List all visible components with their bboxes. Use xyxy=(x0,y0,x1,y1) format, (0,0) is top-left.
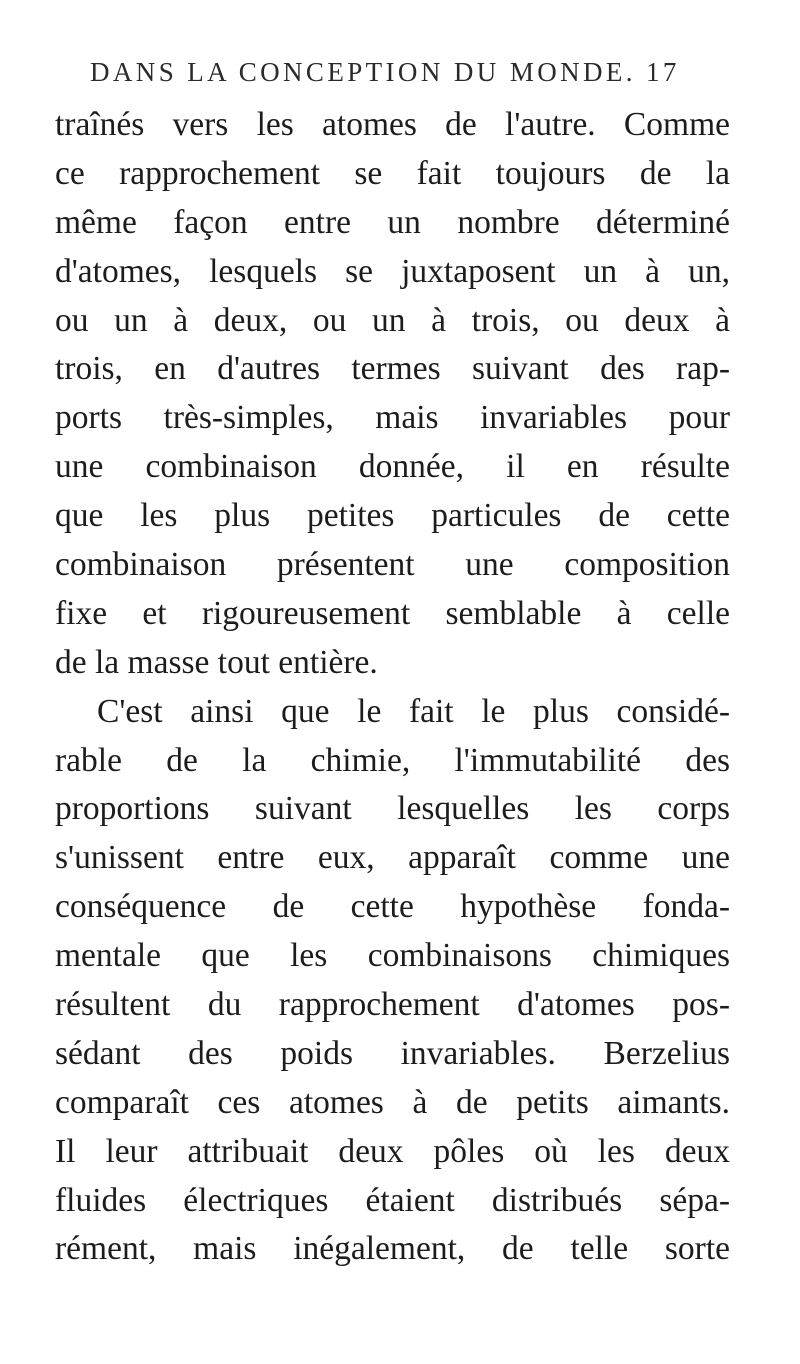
text-line: sédant des poids invariables. Berzelius xyxy=(55,1034,730,1072)
text-line: rable de la chimie, l'immutabilité des xyxy=(55,741,730,779)
text-line: comparaît ces atomes à de petits aimants. xyxy=(55,1083,730,1121)
text-line: conséquence de cette hypothèse fonda- xyxy=(55,888,730,926)
text-line: traînés vers les atomes de l'autre. Comme xyxy=(55,106,730,143)
text-line: ou un à deux, ou un à trois, ou deux à xyxy=(55,301,730,339)
text-line: une combinaison donnée, il en résulte xyxy=(55,448,730,486)
text-line: que les plus petites particules de cette xyxy=(55,497,730,535)
page-number: 17 xyxy=(645,57,680,87)
text-line: proportions suivant lesquelles les corps xyxy=(55,790,730,828)
text-line: mentale que les combinaisons chimiques xyxy=(55,937,730,975)
text-line: d'atomes, lesquels se juxtaposent un à un, xyxy=(55,252,730,290)
text-line: ports très-simples, mais invariables pour xyxy=(55,399,730,437)
text-line: fixe et rigoureusement semblable à celle xyxy=(55,594,730,632)
text-line: Il leur attribuait deux pôles où les deux xyxy=(55,1132,730,1170)
running-head-title: DANS LA CONCEPTION DU MONDE. xyxy=(90,57,636,87)
text-line: trois, en d'autres termes suivant des rap- xyxy=(55,350,730,388)
text-line: combinaison présentent une composition xyxy=(55,546,730,584)
paragraph-end-line: de la masse tout entière. xyxy=(55,643,378,681)
running-head xyxy=(90,52,730,92)
paragraph-start-line: C'est ainsi que le fait le plus considé- xyxy=(97,692,730,730)
text-line: ce rapprochement se fait toujours de la xyxy=(55,154,730,192)
text-line: s'unissent entre eux, apparaît comme une xyxy=(55,839,730,877)
text-line: rément, mais inégalement, de telle sorte xyxy=(55,1230,730,1268)
text-line: fluides électriques étaient distribués sépa- xyxy=(55,1181,730,1219)
text-line: résultent du rapprochement d'atomes pos- xyxy=(55,986,730,1024)
body-text xyxy=(55,101,730,1274)
text-line: même façon entre un nombre déterminé xyxy=(55,203,730,241)
